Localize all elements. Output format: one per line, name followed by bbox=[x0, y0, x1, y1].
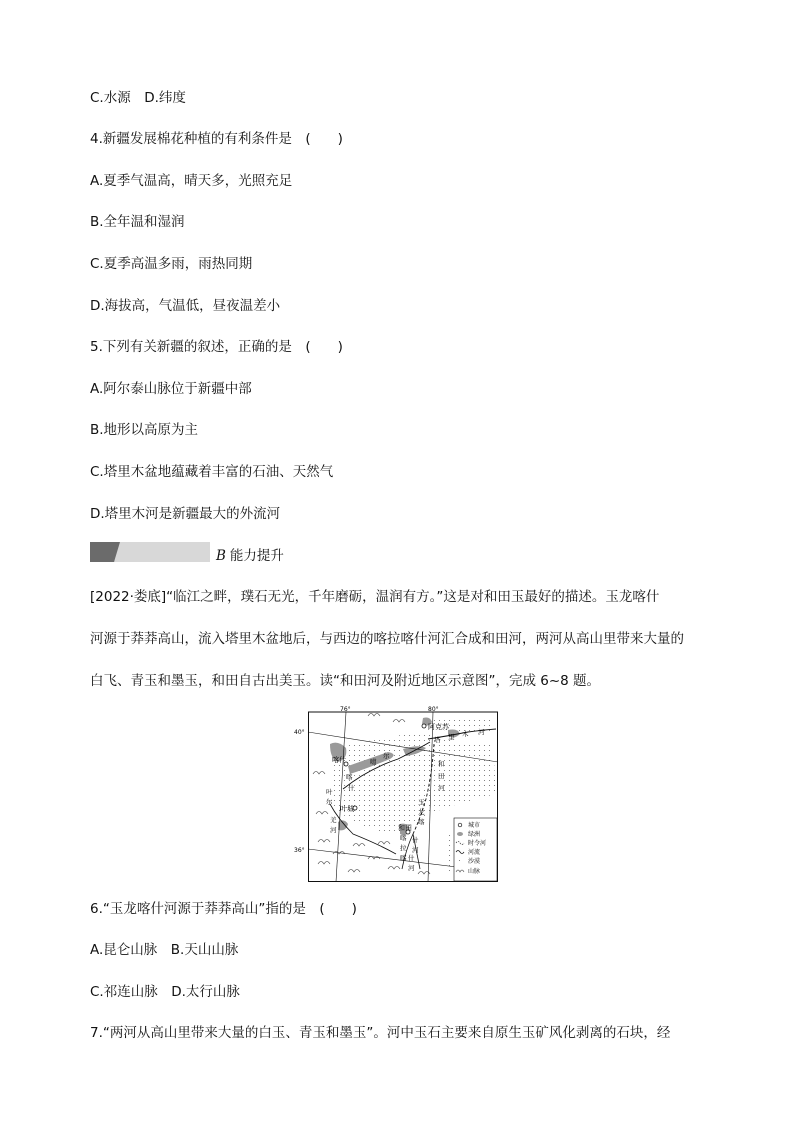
river-char: 河 bbox=[330, 826, 337, 834]
river-char: 叶 bbox=[326, 788, 333, 796]
lat-label-36: 36° bbox=[294, 847, 305, 854]
river-char: 喀 bbox=[346, 773, 353, 781]
river-char: 尔 bbox=[383, 752, 390, 760]
river-char: 喀 bbox=[400, 834, 407, 842]
q6-stem: 6.“玉龙喀什河源于莽莽高山”指的是 ( ) bbox=[90, 901, 357, 917]
river-char: 喀 bbox=[400, 854, 407, 862]
city-aksu: 阿克苏 bbox=[428, 723, 449, 731]
lon-label-80: 80° bbox=[428, 706, 439, 713]
q5-option-c: C.塔里木盆地蕴藏着丰富的石油、天然气 bbox=[90, 464, 334, 480]
section-title-text: 能力提升 bbox=[229, 548, 284, 564]
lat-label-40: 40° bbox=[294, 729, 305, 736]
river-char: 龙 bbox=[418, 808, 425, 816]
passage-line-1: [2022·娄底]“临江之畔，璞石无光，千年磨砺，温润有方。”这是对和田玉最好的描述。玉龙喀什 bbox=[90, 589, 660, 605]
city-hotan: 和田 bbox=[398, 824, 412, 832]
river-char: 河 bbox=[478, 728, 485, 736]
q4-option-d: D.海拔高，气温低，昼夜温差小 bbox=[90, 298, 281, 314]
q5-option-a: A.阿尔泰山脉位于新疆中部 bbox=[90, 381, 252, 397]
river-char: 羌 bbox=[330, 816, 337, 824]
passage-line-3: 白飞、青玉和墨玉，和田自古出美玉。读“和田河及附近地区示意图”，完成 6~8 题。 bbox=[90, 673, 601, 689]
city-kashgar: 喀什 bbox=[332, 756, 346, 764]
q6-option-ab: A.昆仑山脉 B.天山山脉 bbox=[90, 942, 239, 958]
legend-desert: 沙漠 bbox=[468, 858, 481, 865]
legend-city: 城市 bbox=[468, 822, 481, 829]
hotan-river-map bbox=[294, 704, 498, 882]
river-char: 什 bbox=[348, 784, 355, 792]
river-char: 玉 bbox=[418, 798, 425, 806]
legend-mountain: 山脉 bbox=[468, 868, 481, 875]
river-char: 和 bbox=[438, 760, 445, 768]
river-char: 河 bbox=[408, 864, 415, 872]
q4-option-a: A.夏季气温高，晴天多，光照充足 bbox=[90, 173, 293, 189]
map-legend bbox=[454, 818, 497, 881]
legend-river: 河流 bbox=[468, 849, 481, 856]
q3-options-cd: C.水源 D.纬度 bbox=[90, 90, 186, 106]
q5-option-d: D.塔里木河是新疆最大的外流河 bbox=[90, 506, 281, 522]
passage-line-2: 河源于莽莽高山，流入塔里木盆地后，与西边的喀拉喀什河汇合成和田河，两河从高山里带来大量的 bbox=[90, 631, 684, 647]
river-char: 什 bbox=[412, 836, 419, 844]
q4-stem: 4.新疆发展棉花种植的有利条件是 ( ) bbox=[90, 131, 343, 147]
river-char: 尔 bbox=[326, 798, 333, 806]
river-char: 河 bbox=[438, 784, 445, 792]
section-title bbox=[216, 544, 284, 564]
q4-option-b: B.全年温和湿润 bbox=[90, 214, 185, 230]
river-char: 拉 bbox=[400, 844, 407, 852]
river-char: 噶 bbox=[370, 758, 377, 766]
section-banner bbox=[90, 542, 210, 562]
river-char: 河 bbox=[412, 846, 419, 854]
q4-option-c: C.夏季高温多雨，雨热同期 bbox=[90, 256, 253, 272]
river-char: 什 bbox=[408, 854, 415, 862]
section-banner-light bbox=[114, 542, 210, 562]
legend-seasonal-river: 时令河 bbox=[468, 840, 487, 847]
legend-oasis: 绿洲 bbox=[468, 831, 481, 838]
river-char: 塔 bbox=[434, 736, 441, 744]
city-yecheng: 叶城 bbox=[340, 805, 354, 813]
q6-option-cd: C.祁连山脉 D.太行山脉 bbox=[90, 984, 240, 1000]
river-char: 田 bbox=[438, 772, 445, 780]
lon-label-76: 76° bbox=[340, 706, 351, 713]
q5-option-b: B.地形以高原为主 bbox=[90, 422, 199, 438]
section-letter: B bbox=[216, 548, 226, 564]
q5-stem: 5.下列有关新疆的叙述，正确的是 ( ) bbox=[90, 339, 343, 355]
q7-stem: 7.“两河从高山里带来大量的白玉、青玉和墨玉”。河中玉石主要来自原生玉矿风化剥离的石块，经 bbox=[90, 1025, 671, 1041]
river-char: 里 bbox=[448, 733, 455, 741]
river-char: 喀 bbox=[418, 818, 425, 826]
river-char: 木 bbox=[462, 730, 469, 738]
